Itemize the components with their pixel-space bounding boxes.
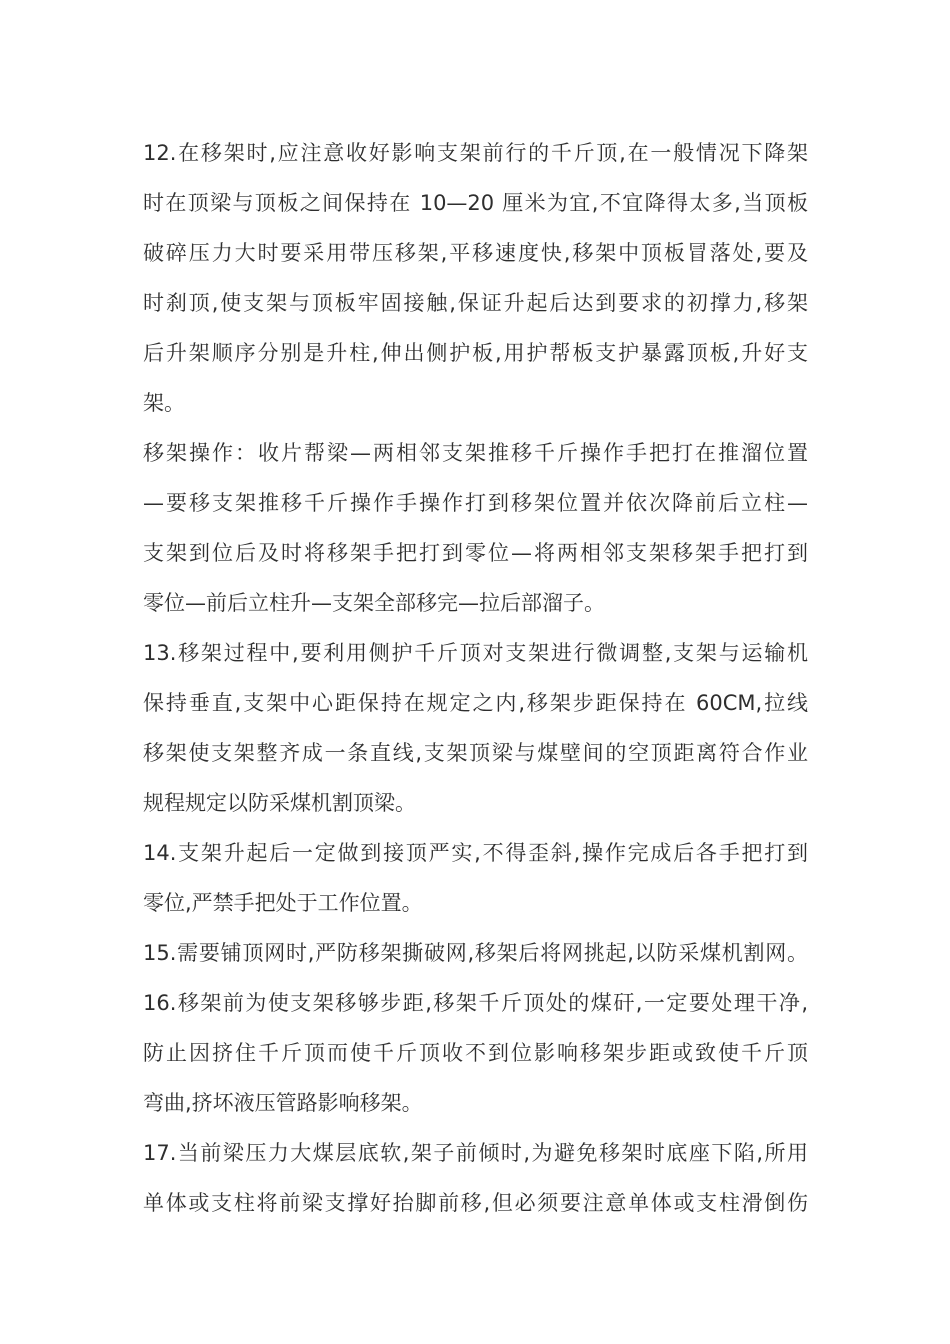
- text-line: 后升架顺序分别是升柱,伸出侧护板,用护帮板支护暴露顶板,升好支: [143, 341, 808, 365]
- text-line: 支架到位后及时将移架手把打到零位—将两相邻支架移架手把打到: [143, 541, 808, 565]
- text-line: 破碎压力大时要采用带压移架,平移速度快,移架中顶板冒落处,要及: [143, 241, 808, 265]
- text-line: 架。: [143, 391, 185, 415]
- text-line: 时在顶梁与顶板之间保持在 10—20 厘米为宜,不宜降得太多,当顶板: [143, 191, 808, 215]
- text-line: 17.当前梁压力大煤层底软,架子前倾时,为避免移架时底座下陷,所用: [143, 1141, 808, 1165]
- text-line: 14.支架升起后一定做到接顶严实,不得歪斜,操作完成后各手把打到: [143, 841, 808, 865]
- text-line: 保持垂直,支架中心距保持在规定之内,移架步距保持在 60CM,拉线: [143, 691, 808, 715]
- text-line: 15.需要铺顶网时,严防移架撕破网,移架后将网挑起,以防采煤机割网。: [143, 941, 808, 965]
- text-line: 16.移架前为使支架移够步距,移架千斤顶处的煤矸,一定要处理干净,: [143, 991, 808, 1015]
- text-line: 防止因挤住千斤顶而使千斤顶收不到位影响移架步距或致使千斤顶: [143, 1041, 808, 1065]
- text-line: 12.在移架时,应注意收好影响支架前行的千斤顶,在一般情况下降架: [143, 141, 808, 165]
- paragraph-item-13: [143, 628, 808, 828]
- paragraph-item-14: [143, 828, 808, 928]
- text-line: 时刹顶,使支架与顶板牢固接触,保证升起后达到要求的初撑力,移架: [143, 291, 808, 315]
- paragraph-item-15: [143, 928, 808, 978]
- text-line: 规程规定以防采煤机割顶梁。: [143, 791, 416, 815]
- paragraph-item-12: [143, 128, 808, 428]
- text-line: 零位—前后立柱升—支架全部移完—拉后部溜子。: [143, 591, 605, 615]
- text-line: 单体或支柱将前梁支撑好抬脚前移,但必须要注意单体或支柱滑倒伤: [143, 1191, 808, 1215]
- text-line: 13.移架过程中,要利用侧护千斤顶对支架进行微调整,支架与运输机: [143, 641, 808, 665]
- text-line: 移架使支架整齐成一条直线,支架顶梁与煤壁间的空顶距离符合作业: [143, 741, 808, 765]
- paragraph-item-17: [143, 1128, 808, 1228]
- paragraph-item-16: [143, 978, 808, 1128]
- paragraph-operation-steps: [143, 428, 808, 628]
- text-line: 移架操作：收片帮梁—两相邻支架推移千斤操作手把打在推溜位置: [143, 441, 808, 465]
- text-line: 弯曲,挤坏液压管路影响移架。: [143, 1091, 423, 1115]
- text-line: —要移支架推移千斤操作手操作打到移架位置并依次降前后立柱—: [143, 491, 808, 515]
- text-line: 零位,严禁手把处于工作位置。: [143, 891, 423, 915]
- document-body: [143, 128, 808, 1228]
